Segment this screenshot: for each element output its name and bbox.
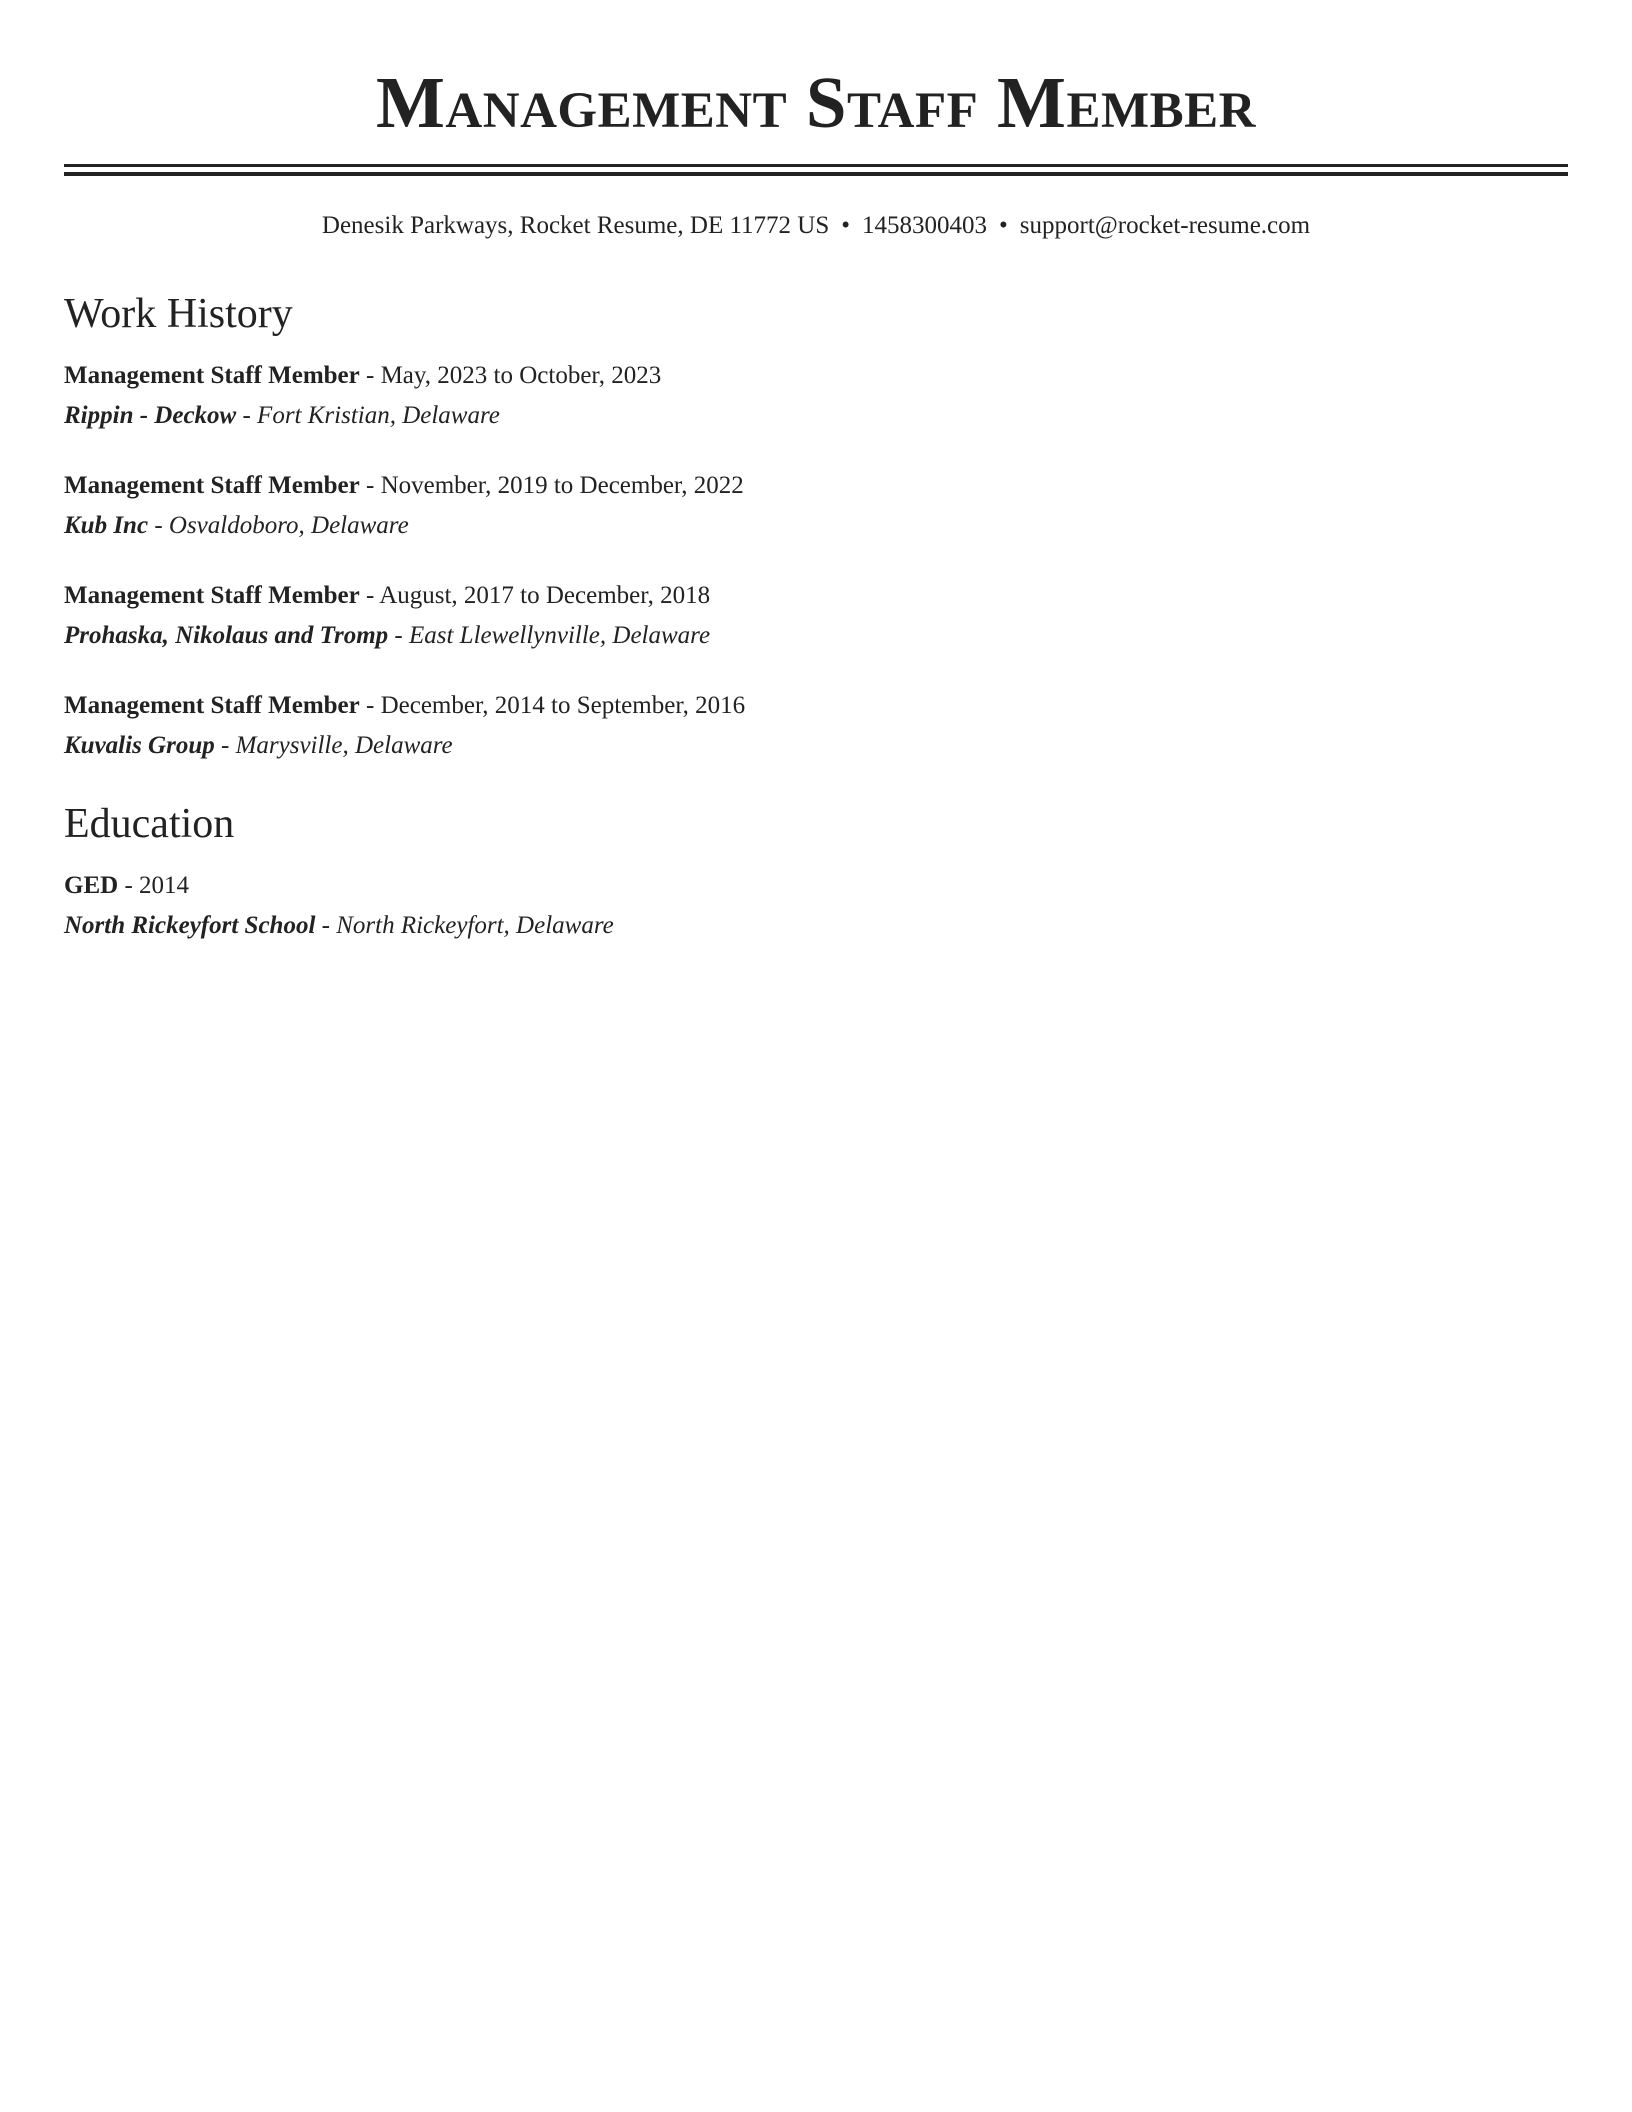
- contact-separator: •: [999, 212, 1008, 239]
- contact-email: support@rocket-resume.com: [1019, 212, 1311, 239]
- work-history-list: [64, 356, 1568, 766]
- work-entry-location: Osvaldoboro, Delaware: [168, 512, 409, 539]
- work-entry: [64, 576, 1568, 656]
- work-entry-company-line: Kuvalis Group - Marysville, Delaware: [64, 732, 453, 759]
- education-school: North Rickeyfort School: [64, 912, 316, 939]
- work-entry: [64, 686, 1568, 766]
- work-entry: [64, 356, 1568, 436]
- contact-line: [64, 206, 1568, 246]
- work-entry-role: Management Staff Member: [64, 362, 360, 389]
- contact-separator: •: [841, 212, 851, 239]
- work-entry-company: Prohaska, Nikolaus and Tromp: [64, 622, 389, 649]
- contact-phone: 1458300403: [862, 212, 988, 239]
- work-entry-company: Kuvalis Group: [64, 732, 215, 759]
- work-entry-role: Management Staff Member: [64, 692, 360, 719]
- work-entry-dates: May, 2023 to October, 2023: [380, 362, 662, 389]
- work-entry-role: Management Staff Member: [64, 472, 360, 499]
- work-entry-company-line: Rippin - Deckow - Fort Kristian, Delaware: [64, 402, 500, 429]
- work-entry-location: East Llewellynville, Delaware: [408, 622, 711, 649]
- work-entry-company-line: Kub Inc - Osvaldoboro, Delaware: [64, 512, 409, 539]
- work-entry-role-line: Management Staff Member - November, 2019 to December, 2022: [64, 472, 744, 499]
- work-entry: [64, 466, 1568, 546]
- work-entry-company: Kub Inc: [64, 512, 149, 539]
- education-degree-line: GED - 2014: [64, 872, 190, 899]
- work-entry-location: Marysville, Delaware: [235, 732, 453, 759]
- header-divider: [64, 164, 1568, 176]
- work-entry-role-line: Management Staff Member - August, 2017 to December, 2018: [64, 582, 711, 609]
- resume-title: Management Staff Member: [376, 62, 1256, 143]
- education-entry: [64, 866, 1568, 946]
- work-entry-location: Fort Kristian, Delaware: [257, 402, 500, 429]
- education-heading: Education: [64, 801, 235, 847]
- education-location: North Rickeyfort, Delaware: [336, 912, 614, 939]
- education-year: 2014: [139, 872, 190, 899]
- work-entry-role-line: Management Staff Member - May, 2023 to October, 2023: [64, 362, 662, 389]
- work-entry-role: Management Staff Member: [64, 582, 360, 609]
- work-entry-dates: August, 2017 to December, 2018: [379, 582, 711, 609]
- work-entry-role-line: Management Staff Member - December, 2014 to September, 2016: [64, 692, 746, 719]
- work-history-heading: Work History: [64, 291, 293, 337]
- education-school-line: North Rickeyfort School - North Rickeyfort, Delaware: [64, 912, 614, 939]
- work-entry-dates: November, 2019 to December, 2022: [380, 472, 744, 499]
- work-entry-company-line: Prohaska, Nikolaus and Tromp - East Llewellynville, Delaware: [64, 622, 711, 649]
- education-list: [64, 866, 1568, 946]
- education-degree: GED: [64, 872, 119, 899]
- work-entry-company: Rippin - Deckow: [64, 402, 237, 429]
- contact-address: Denesik Parkways, Rocket Resume, DE 11772 US: [321, 212, 830, 239]
- work-entry-dates: December, 2014 to September, 2016: [380, 692, 746, 719]
